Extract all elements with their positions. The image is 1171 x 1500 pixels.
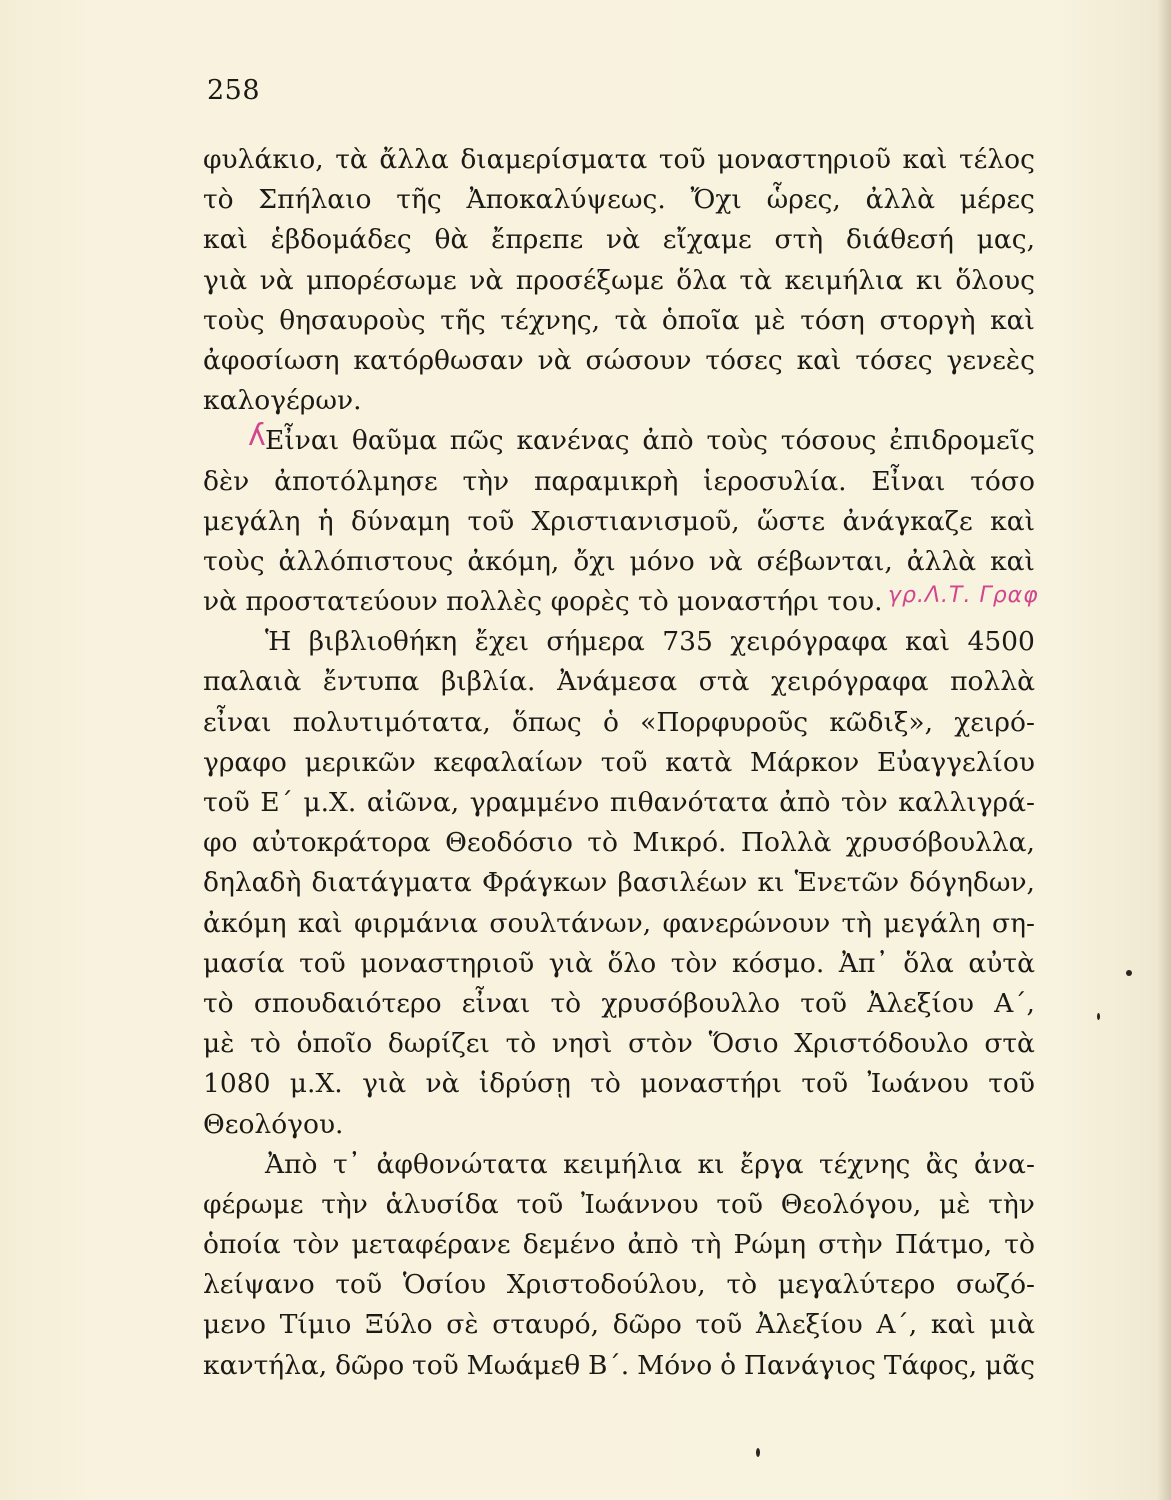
word: κειμήλια [784,264,904,296]
word: καλλιγρά- [898,787,1035,818]
word: ὁ [602,706,619,738]
word: ἡ [317,505,334,537]
word: εἶναι [461,987,531,1019]
word: Α΄, [876,1309,918,1341]
word: Χριστιανισμοῦ, [531,505,740,537]
margin-paragraph-mark: ʎ [248,418,266,453]
word: ἁλυσίδα [385,1188,499,1220]
text-line [203,1346,1035,1386]
word: τ᾽ [333,1148,361,1180]
word: τὸ [550,987,582,1019]
text-line [203,823,1035,863]
page-number: 258 [207,75,261,106]
word: μπορέσωμε [306,264,457,296]
word: τοῦ [299,947,346,979]
word: μασία [203,947,285,979]
word: χρυσόβουλλα, [845,827,1035,859]
text-line: νὰ προστατεύουν πολλὲς φορὲς τὸ μοναστήρι του. [203,586,883,618]
word: τῆς [396,184,442,216]
word: ἔχει [474,626,529,658]
word: τὴν [321,1188,368,1220]
text-line [203,703,1035,743]
word: πιθανότατα [609,787,769,818]
word: μ.Χ. [303,787,357,818]
text-line [203,421,1035,461]
word: πῶς [449,425,504,457]
word: μεγάλη [203,505,301,537]
text-line [203,1185,1035,1225]
word: τοῦ [516,1188,564,1220]
word: ὁποῖο [296,1028,373,1060]
word: 735 [662,626,713,658]
word: ἀκόμη, [467,545,560,577]
word: Πάτμο, [894,1229,993,1261]
word: κατὰ [665,746,733,778]
word: Ἑνετῶν [794,867,900,899]
word: τὸ [203,184,234,216]
word: τὴ [841,907,873,939]
word: αὐτοκράτορα [251,827,431,859]
word: στὴν [818,1229,883,1261]
word: Φράγκων [481,867,608,899]
text-line: καλογέρων. [203,385,362,417]
word: τοῦ [801,1068,849,1100]
word: ὅπως [511,706,582,738]
word: κῶδιξ», [829,706,934,738]
word: φυλάκιο, [203,144,324,175]
word: μὲ [939,1188,971,1220]
word: Ἀνάμεσα [557,666,678,698]
word: Εὐαγγελίου [876,746,1035,778]
word: Εἶναι [871,465,946,497]
word: Θεολόγου, [780,1188,922,1220]
word: Ἰωάνου [867,1068,969,1100]
word: ἀνα- [974,1148,1035,1180]
word: πολυτιμότατα, [292,706,491,738]
word: ἀπὸ [627,1229,679,1261]
word: προσέξωμε [515,264,664,296]
word: διάθεσή [845,224,954,256]
word: τὸν [670,947,718,979]
word: νὰ [259,264,294,296]
word: στὴ [774,224,824,256]
word: αὐτὰ [968,947,1035,979]
word: Πολλὰ [740,827,832,859]
word: τοῦ [695,1309,743,1341]
ink-speck [1097,1013,1100,1020]
word: τοὺς [706,425,769,457]
word: ἄλλα [379,144,449,175]
word: μεγάλη [883,907,981,939]
word: Ἡ [265,626,292,658]
word: τοῦ [988,1068,1035,1100]
word: τόσο [970,465,1035,497]
word: κι [915,264,943,296]
ink-speck [756,1448,760,1457]
word: νὰ [708,545,743,577]
text-line [203,140,1035,180]
word: καὶ [297,907,343,939]
word: τῆς [440,304,486,336]
word: πολλὰ [950,666,1035,698]
word: ὅλα [676,264,727,296]
word: Ἰωάννου [580,1188,699,1220]
text-line [203,462,1035,502]
text-line [203,662,1035,702]
word: δῶρο [612,1309,682,1341]
word: ὁ [720,1349,737,1381]
word: παλαιὰ [203,666,302,698]
word: φιρμάνια [354,907,479,939]
word: μεταφέρανε [351,1229,511,1261]
word: βιβλία. [440,666,536,698]
word: δεμένο [522,1229,616,1261]
word: ἀλλόπιστους [278,545,454,577]
word: στὰ [698,666,750,698]
word: τὰ [614,304,648,336]
word: τοὺς [203,545,265,577]
text-line [203,863,1035,903]
word: θαῦμα [351,425,437,457]
word: ὁποῖα [661,304,740,336]
word: θησαυροὺς [279,304,426,336]
word: μερικῶν [304,746,416,778]
word: καντήλα, [203,1349,328,1381]
word: Β΄. [588,1349,630,1381]
word: μ.Χ. [289,1068,343,1100]
word: καὶ [902,144,948,175]
word: γιὰ [362,1068,407,1100]
word: τοῦ [467,505,515,537]
text-line [203,341,1035,381]
word: μόνο [629,545,695,577]
word: ση- [992,907,1035,939]
word: ὅλο [607,947,657,979]
word: Ρώμη [733,1229,807,1261]
word: σταυρό, [492,1309,600,1341]
word: παραμικρὴ [533,465,679,497]
word: ἀλλὰ [906,545,977,577]
word: σὲ [446,1309,479,1341]
word: τὸ [1004,1229,1035,1261]
word: Θεοδόσιο [445,827,573,859]
word: καὶ [203,224,248,256]
word: νησὶ [551,1028,613,1060]
word: κανένας [516,425,630,457]
text-line [203,622,1035,662]
word: ἑβδομάδες [270,224,412,256]
word: γραμμένο [469,787,600,818]
word: τόσες [705,344,783,376]
word: χειρό- [954,706,1035,738]
text-line [203,1225,1035,1265]
word: στὸν [628,1028,693,1060]
text-line [203,1265,1035,1305]
word: Τίμιο [279,1309,352,1341]
text-line [203,1145,1035,1185]
page-edge-shadow [1157,0,1171,1500]
text-line [203,944,1035,984]
word: τοῦ [335,1269,383,1301]
word: Ξύλο [365,1309,433,1341]
word: τὸν [841,787,888,818]
word: ἀφθονώτατα [376,1148,548,1180]
word: κεφαλαίων [433,746,584,778]
word: τὸ [250,1028,281,1060]
text-line [203,542,1035,582]
word: ὧρες, [766,184,841,216]
word: δύναμη [350,505,451,537]
word: τὸν [292,1229,340,1261]
text-line [203,904,1035,944]
word: νὰ [605,224,640,256]
word: μέρες [959,184,1035,216]
word: ἀκόμη [203,907,287,939]
word: ἀφοσίωση [203,344,340,376]
word: Α΄, [994,987,1035,1019]
word: λείψανο [203,1269,315,1301]
word: Μικρό. [632,827,727,859]
word: ἐπιδρομεῖς [889,425,1035,457]
word: ἂς [925,1148,959,1180]
word: καὶ [930,1309,976,1341]
word: Πανάγιος [743,1349,876,1381]
word: χειρόγραφα [771,666,929,698]
word: ὅλα [903,947,954,979]
word: τὴ [690,1229,722,1261]
word: στοργὴ [879,304,976,336]
word: ἀπὸ [779,787,831,818]
word: τέχνης, [500,304,601,336]
handwritten-annotation: γρ.Λ.Τ. Γραφ [888,583,1039,608]
word: ἔργα [739,1148,804,1180]
word: κειμήλια [563,1148,683,1180]
word: φανερώνουν [662,907,831,939]
word: βασιλέων [617,867,748,899]
word: Ἀποκαλύψεως. [466,184,666,216]
word: εἴχαμε [662,224,752,256]
word: μοναστήρι [640,1068,782,1100]
word: τὴν [462,465,510,497]
word: ὥστε [757,505,826,537]
word: τοῦ [658,144,706,175]
word: τὸ [726,1269,758,1301]
word: τὴν [988,1188,1035,1220]
ink-speck [1126,970,1132,976]
word: τέλος [958,144,1035,175]
word: χρυσόβουλλο [601,987,781,1019]
word: ὁποία [203,1229,281,1261]
word: καὶ [796,344,842,376]
word: τὸ [203,987,234,1019]
word: τόσες [855,344,933,376]
word: καὶ [905,626,951,658]
word: σήμερα [546,626,645,658]
word: δηλαδὴ [203,867,302,899]
word: Ἀπ᾽ [838,947,889,979]
word: σώσουν [585,344,692,376]
word: διαμερίσματα [460,144,648,175]
word: θὰ [434,224,469,256]
word: νὰ [537,344,572,376]
word: Χριστόδουλο [794,1028,969,1060]
word: στὰ [984,1028,1035,1060]
word: βιβλιοθήκη [308,626,458,658]
word: ἀλλὰ [865,184,935,216]
word: τόση [800,304,865,336]
word: τοῦ [203,787,250,818]
word: κατόρθωσαν [353,344,524,376]
word: 1080 [203,1068,271,1100]
word: μᾶς [985,1349,1035,1381]
word: αἰῶνα, [366,787,460,818]
word: διατάγματα [311,867,472,899]
word: εἶναι [203,706,272,738]
word: Μόνο [637,1349,713,1381]
word: Μωάμεθ [466,1349,581,1381]
word: γιὰ [548,947,593,979]
word: σωζό- [956,1269,1035,1301]
word: φο [203,827,238,859]
word: μοναστηριοῦ [717,144,891,175]
word: δωρίζει [387,1028,490,1060]
word: ὅλους [955,264,1035,296]
word: Ὅσιο [708,1028,779,1060]
word: σέβωνται, [756,545,893,577]
word: τὸ [505,1028,537,1060]
word: Ἀπὸ [265,1148,318,1180]
text-line [203,301,1035,341]
word: Ὁσίου [402,1269,487,1301]
word: τὸ [590,1068,621,1100]
text-line [203,743,1035,783]
word: Ε΄ [260,787,293,818]
text-line [203,180,1035,220]
word: δῶρο [335,1349,405,1381]
word: μεγαλύτερο [777,1269,936,1301]
word: Σπήλαιο [258,184,372,216]
text-line [203,220,1035,260]
text-line [203,1024,1035,1064]
word: κόσμο. [732,947,825,979]
word: τόσους [780,425,877,457]
word: τὰ [739,264,772,296]
word: ἀποτόλμησε [274,465,438,497]
text-line [203,984,1035,1024]
word: τοῦ [716,1188,764,1220]
word: 4500 [967,626,1035,658]
word: Χριστοδούλου, [506,1269,706,1301]
word: χειρόγραφα [730,626,888,658]
word: νὰ [425,1068,460,1100]
word: κι [757,867,785,899]
word: γραφο [203,746,287,778]
word: ἀπὸ [642,425,694,457]
word: Ὄχι [690,184,742,216]
word: καὶ [990,545,1035,577]
word: Ἀλεξίου [755,1309,863,1341]
word: ὄχι [573,545,616,577]
word: σπουδαιότερο [253,987,442,1019]
word: ἱδρύσῃ [478,1068,571,1100]
text-line [203,502,1035,542]
word: ἱεροσυλία. [703,465,847,497]
word: Ἀλεξίου [867,987,974,1019]
word: Τάφος, [883,1349,978,1381]
word: γενεὲς [946,344,1035,376]
word: μὲ [203,1028,235,1060]
text-line: Θεολόγου. [203,1108,344,1140]
word: γιὰ [203,264,248,296]
word: τοῦ [412,1349,459,1381]
word: ἀνάγκαζε [842,505,973,537]
word: τοῦ [600,746,648,778]
body-text [203,140,1035,1386]
word: τέχνης [819,1148,911,1180]
word: μας, [976,224,1035,256]
word: ἔντυπα [322,666,420,698]
word: κι [697,1148,725,1180]
word: Μάρκον [750,746,860,778]
word: σουλτάνων, [489,907,652,939]
text-line [203,1305,1035,1345]
word: τὸ [587,827,618,859]
word: τὰ [335,144,368,175]
word: ἔπρεπε [491,224,584,256]
text-line [203,261,1035,301]
word: δὲν [203,465,250,497]
word: μιὰ [989,1309,1035,1341]
word: νὰ [469,264,504,296]
word: μενο [203,1309,267,1341]
word: φέρωμε [203,1188,304,1220]
text-line [203,1064,1035,1104]
word: καὶ [990,304,1035,336]
word: Εἶναι [265,425,340,457]
word: μὲ [754,304,786,336]
word: δόγηδων, [909,867,1035,899]
word: τοὺς [203,304,265,336]
word: μοναστηριοῦ [360,947,535,979]
word: καὶ [990,505,1035,537]
word: τοῦ [800,987,848,1019]
text-line [203,783,1035,823]
word: «Πορφυροῦς [640,706,809,738]
